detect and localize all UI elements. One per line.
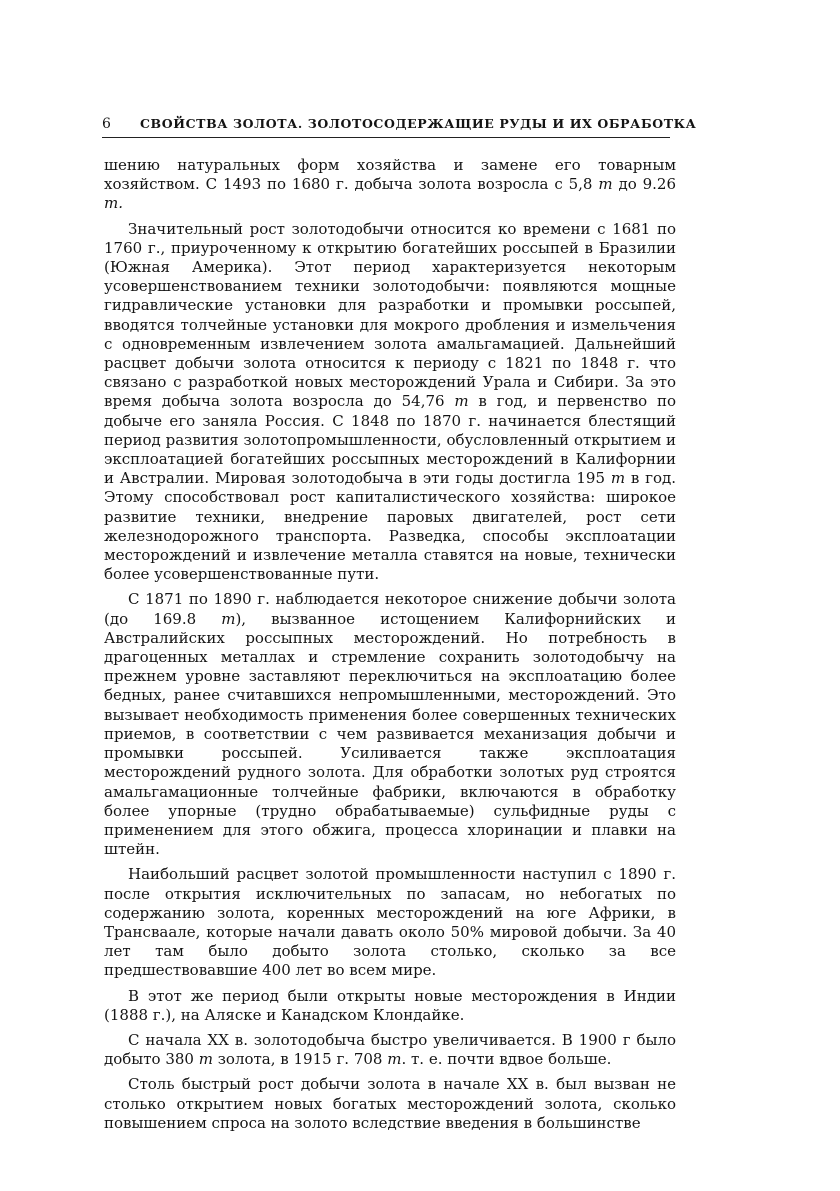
paragraph: Столь быстрый рост добычи золота в начале XX в. был вызван не столько открытием новых богатых месторождений золота, сколько повышением спроса на золото вследствие введения в большинстве	[104, 1075, 676, 1132]
running-title: СВОЙСТВА ЗОЛОТА. ЗОЛОТОСОДЕРЖАЩИЕ РУДЫ И ИХ ОБРАБОТКА	[140, 116, 697, 131]
running-head	[102, 112, 697, 134]
paragraph: шению натуральных форм хозяйства и замене его товарным хозяйством. С 1493 по 1680 г. добыча золота возросла с 5,8 т до 9.26 т.	[104, 156, 677, 213]
unit-symbol: т.	[104, 194, 123, 213]
body-text	[104, 156, 676, 1139]
unit-symbol: т	[221, 609, 236, 628]
unit-symbol: т	[610, 469, 626, 488]
paragraph: В этот же период были открыты новые месторождения в Индии (1888 г.), на Аляске и Канадском Клондайке.	[104, 986, 676, 1024]
unit-symbol: т	[454, 392, 469, 411]
paragraph: С начала XX в. золотодобыча быстро увеличивается. В 1900 г было добыто 380 т золота, в 1915 г. 708 т. т. е. почти вдвое больше.	[104, 1030, 676, 1069]
unit-symbol: т	[387, 1050, 402, 1069]
unit-symbol: т	[198, 1050, 213, 1069]
page-number: 6	[102, 116, 112, 132]
paragraph: Значительный рост золотодобычи относится ко времени с 1681 по 1760 г., приуроченному к открытию богатейших россыпей в Бразилии (Южная Америка). Этот период характеризуется некоторым усовершенствованием техники золотодобычи: появляются мощные гидравлические установки для разработки и промывки россыпей, вводятся толчейные установки для мокрого дробления и измельчения с одновременным извлечением золота амальгамацией. Дальнейший расцвет добычи золота относится к периоду с 1821 по 1848 г. что связано с разработкой новых месторождений Урала и Сибири. За это время добыча золота возросла до 54,76 т в год, и первенство по добыче его заняла Россия. С 1848 по 1870 г. начинается блестящий период развития золотопромышленности, обусловленный открытием и эксплоатацией богатейших россыпных месторождений в Калифорнии и Австралии. Мировая золотодобыча в эти годы достигла 195 т в год. Этому способствовал рост капиталистического хозяйства: широкое развитие техники, внедрение паровых двигателей, рост сети железнодорожного транспорта. Разведка, способы эксплоатации месторождений и извлечение металла ставятся на новые, технически более усовершенствованные пути.	[104, 219, 677, 584]
paragraph: С 1871 по 1890 г. наблюдается некоторое снижение добычи золота (до 169.8 т), вызванное истощением Калифорнийских и Австралийских россыпных месторождений. Но потребность в драгоценных металлах и стремление сохранить золотодобычу на прежнем уровне заставляют переключиться на эксплоатацию более бедных, ранее считавшихся непромышленными, месторождений. Это вызывает необходимость применения более совершенных технических приемов, в соответствии с чем развивается механизация добычи и промывки россыпей. Усиливается также эксплоатация месторождений рудного золота. Для обработки золотых руд строятся амальгамационные толчейные фабрики, включаются в обработку более упорные (трудно обрабатываемые) сульфидные руды с применением для этого обжига, процесса хлоринации и плавки на штейн.	[104, 590, 676, 859]
header-rule	[102, 137, 670, 138]
paragraph: Наибольший расцвет золотой промышленности наступил с 1890 г. после открытия исключительных по запасам, но небогатых по содержанию золота, коренных месторождений на юге Африки, в Трансваале, которые начали давать около 50% мировой добычи. За 40 лет там было добыто золота столько, сколько за все предшествовавшие 400 лет во всем мире.	[104, 865, 676, 980]
unit-symbol: т	[598, 175, 613, 194]
